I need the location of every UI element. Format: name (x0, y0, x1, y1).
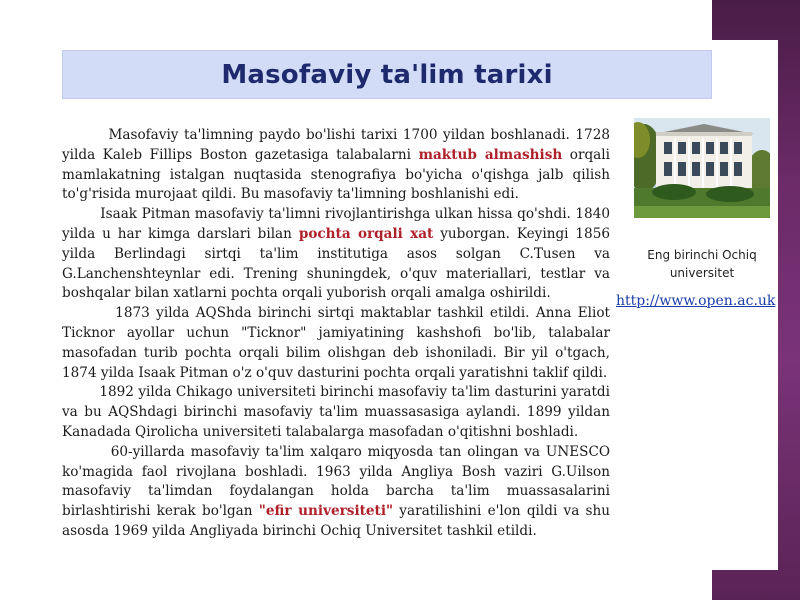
university-photo (634, 118, 770, 218)
highlighted-phrase: maktub almashish (418, 146, 563, 163)
title-bar (62, 50, 712, 99)
paragraph-5 (62, 443, 615, 542)
slide-title: Masofaviy ta'lim tarixi (221, 59, 553, 90)
paragraph-text: 1892 yilda Chikago universiteti birinchi masofaviy ta'lim dasturini yaratdi va bu AQShdagi birinchi masofaviy ta'lim muassasasiga aylandi. 1899 yildan Kanadada Qirolicha universiteti talabalarga masofadan o'qitishni boshladi. (62, 384, 615, 440)
photo-caption: Eng birinchi Ochiq universitet (647, 248, 757, 280)
paragraph-text: Masofaviy ta'limning paydo bo'lishi tarixi 1700 yildan boshlanadi. 1728 yilda Kaleb Fillips Boston gazetasiga talabalarni (62, 127, 615, 163)
body-text (62, 126, 615, 542)
paragraph-4 (62, 383, 615, 442)
paragraph-text: orqali mamlakatning istalgan nuqtasida stenografiya bo'yicha o'qishga jalb qilish to'g'risida murojaat qildi. Bu masofaviy ta'limning boshlanishi edi. (62, 146, 615, 203)
highlighted-phrase: pochta orqali xat (298, 225, 434, 242)
open-university-link[interactable]: http://www.open.ac.uk (616, 293, 776, 309)
building-image (634, 118, 770, 218)
paragraph-text: Isaak Pitman masofaviy ta'limni rivojlantirishga ulkan hissa qo'shdi. 1840 yilda u har kimga darslari bilan (62, 206, 615, 242)
paragraph-text: yaratilishini e'lon qildi va shu asosda 1969 yilda Angliyada birinchi Ochiq Universitet tashkil etildi. (62, 503, 615, 539)
paragraph-1 (62, 126, 615, 205)
paragraph-text: 1873 yilda AQShda birinchi sirtqi maktablar tashkil etildi. Anna Eliot Ticknor ayollar uchun "Ticknor" jamiyatining kashshofi bo'lib, talabalar masofadan turib pochta orqali bilim olishgan deb ishoniladi. Bir yil o'tgach, 1874 yilda Isaak Pitman o'z o'quv dasturini pochta orqali yaratishni taklif qildi. (62, 305, 615, 381)
paragraph-2 (62, 205, 615, 304)
paragraph-text: 60-yillarda masofaviy ta'lim xalqaro miqyosda tan olingan va UNESCO ko'magida faol rivojlana boshladi. 1963 yilda Angliya Bosh vaziri G.Uilson masofaviy ta'limdan foydalangan holda barcha ta'lim muassasalarini birlashtirishi kerak bo'lgan (62, 443, 615, 520)
paragraph-3 (62, 304, 615, 383)
highlighted-phrase: "efir universiteti" (258, 503, 394, 520)
paragraph-text: yuborgan. Keyingi 1856 yilda Berlindagi sirtqi ta'lim institutiga asos solgan C.Tusen va G.Lanchenshteynlar edi. Trening shuningdek, o'quv materiallari, testlar va boshqalar bilan xatlarni pochta orqali yuborish orqali amalga oshirildi. (62, 225, 615, 302)
